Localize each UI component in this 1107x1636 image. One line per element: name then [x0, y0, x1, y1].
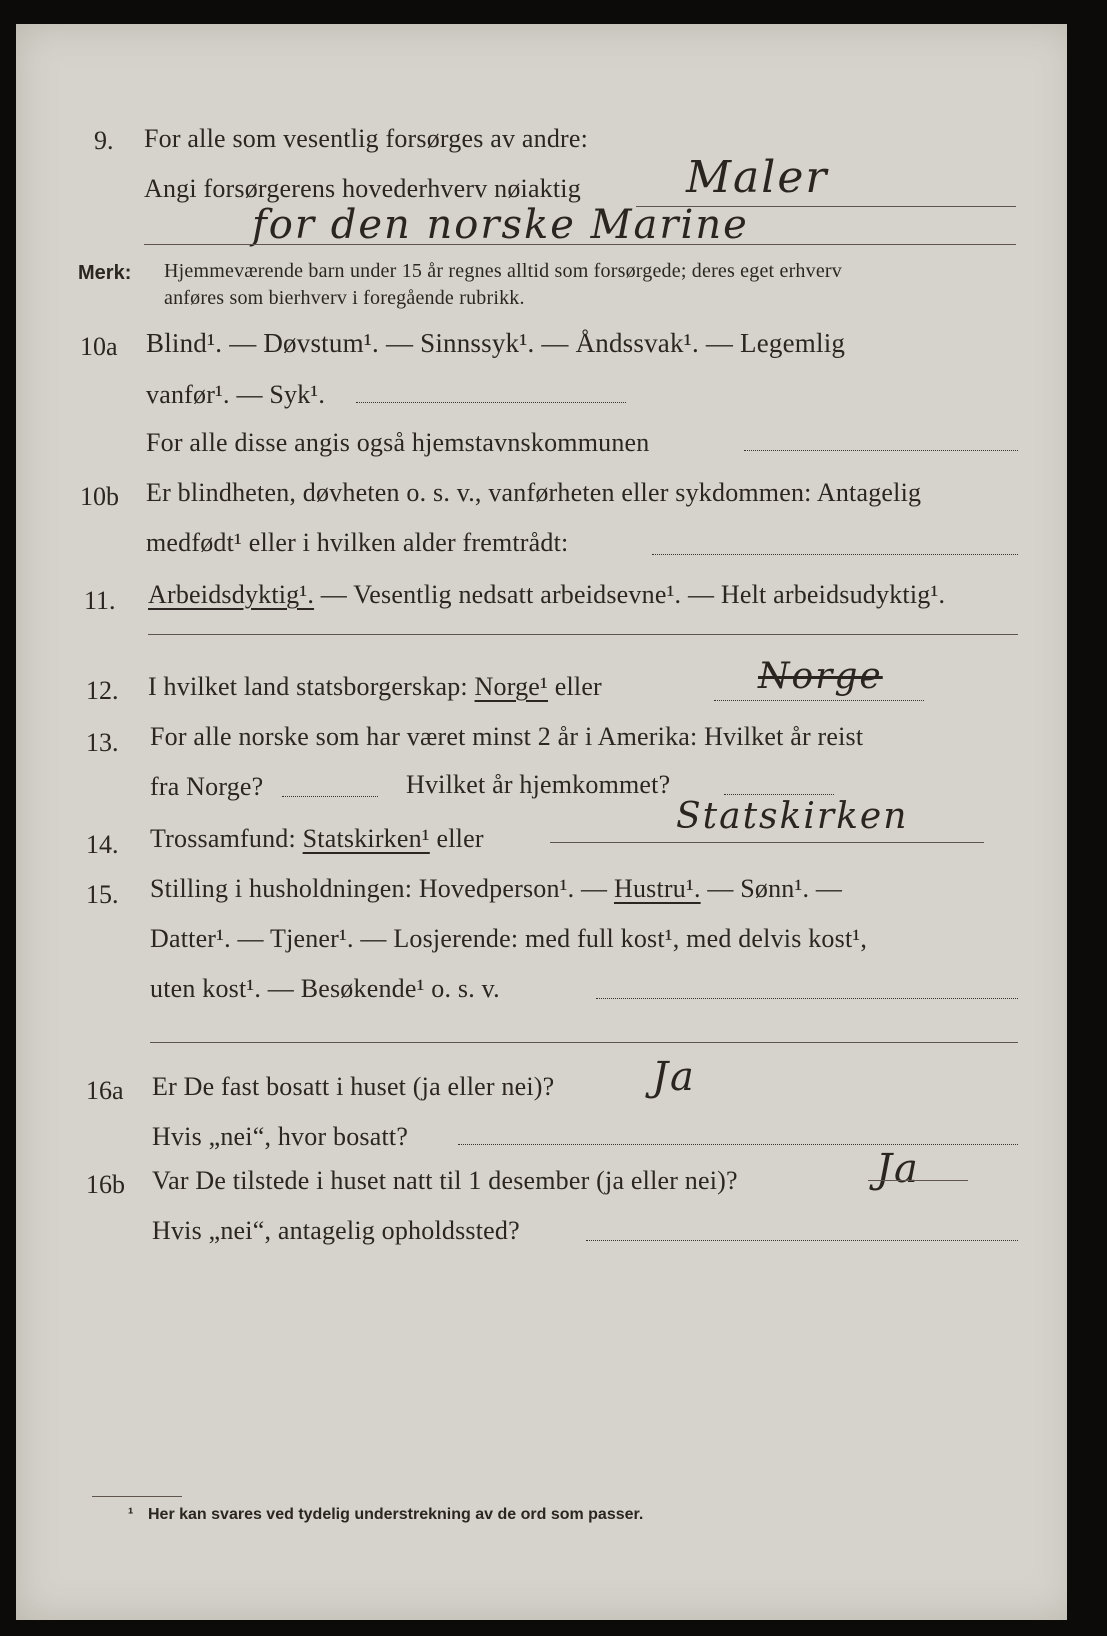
- q16b-handwritten-answer: Ja: [876, 1146, 920, 1192]
- q13-line2b: Hvilket år hjemkommet?: [406, 770, 671, 799]
- q10b-line1: Er blindheten, døvheten o. s. v., vanførheten eller sykdommen: Antagelig: [146, 478, 922, 507]
- q16a-number: 16a: [86, 1076, 124, 1105]
- merk-line2: anføres som bierhverv i foregående rubrikk.: [164, 287, 525, 309]
- q14-line: [150, 824, 484, 854]
- q9-handwritten-occupation: Maler: [686, 152, 829, 203]
- q14-handwritten-answer: Statskirken: [676, 796, 909, 837]
- census-form-page: [16, 24, 1076, 1620]
- q11-line: [148, 580, 945, 610]
- q9-line1: For alle som vesentlig forsørges av andre:: [144, 124, 589, 153]
- q16b-line1: Var De tilstede i huset natt til 1 desember (ja eller nei)?: [152, 1166, 738, 1195]
- q10a-hometown-line: [744, 450, 1018, 451]
- q13-number: 13.: [86, 728, 119, 757]
- q9-line2: Angi forsørgerens hovederhverv nøiaktig: [144, 174, 581, 203]
- q14-number: 14.: [86, 830, 119, 859]
- q13-departure-line: [282, 796, 378, 797]
- q15-line2: Datter¹. — Tjener¹. — Losjerende: med full kost¹, med delvis kost¹,: [150, 924, 868, 953]
- footnote-text: Her kan svares ved tydelig understrekning av de ord som passer.: [148, 1506, 644, 1523]
- q12-number: 12.: [86, 676, 119, 705]
- merk-line1: Hjemmeværende barn under 15 år regnes alltid som forsørgede; deres eget erhverv: [164, 260, 842, 282]
- q11-option-able[interactable]: Arbeidsdyktig¹.: [148, 580, 315, 609]
- q15-line1a: Stilling i husholdningen: Hovedperson¹. —: [150, 874, 608, 903]
- q12-handwritten-answer: Norge: [758, 656, 883, 697]
- q16b-line2: Hvis „nei“, antagelig opholdssted?: [152, 1216, 520, 1245]
- q13-line2a: fra Norge?: [150, 772, 264, 801]
- q14-after: eller: [436, 824, 484, 853]
- q11-answer-line: [148, 634, 1018, 635]
- q9-number: 9.: [94, 126, 114, 155]
- merk-label: Merk:: [78, 262, 132, 284]
- q10b-answer-line: [652, 554, 1018, 555]
- q10a-number: 10a: [80, 332, 118, 361]
- q10b-number: 10b: [80, 482, 119, 511]
- q16b-answer-line: [868, 1180, 968, 1181]
- q14-option-state-church[interactable]: Statskirken¹: [302, 824, 430, 853]
- q16a-line2: Hvis „nei“, hvor bosatt?: [152, 1122, 409, 1151]
- q15-number: 15.: [86, 880, 119, 909]
- q15-line3: uten kost¹. — Besøkende¹ o. s. v.: [150, 974, 500, 1003]
- q9-answer-line2: [144, 244, 1016, 245]
- q10a-line3: For alle disse angis også hjemstavnskommunen: [146, 428, 650, 457]
- q15-line1: [150, 874, 842, 904]
- q11-rest: — Vesentlig nedsatt arbeidsevne¹. — Helt arbeidsudyktig¹.: [320, 580, 946, 609]
- scan-border: [1067, 0, 1107, 1636]
- q10a-line1: Blind¹. — Døvstum¹. — Sinnssyk¹. — Åndssvak¹. — Legemlig: [146, 328, 846, 358]
- footnote-mark: ¹: [128, 1506, 134, 1523]
- q16a-handwritten-answer: Ja: [652, 1054, 696, 1100]
- q11-number: 11.: [84, 586, 116, 615]
- q14-text: Trossamfund:: [150, 824, 296, 853]
- q10b-line2: medfødt¹ eller i hvilken alder fremtrådt:: [146, 528, 569, 557]
- q12-line: [148, 672, 602, 702]
- q16a-answer-line: [458, 1144, 1018, 1145]
- q12-answer-line: [714, 700, 924, 701]
- q10a-line2: vanfør¹. — Syk¹.: [146, 380, 326, 409]
- q9-handwritten-employer: for den norske Marine: [252, 202, 749, 248]
- q13-return-line: [724, 794, 834, 795]
- footnote-rule: [92, 1496, 182, 1497]
- q12-option-norway[interactable]: Norge¹: [474, 672, 549, 701]
- q14-answer-line: [550, 842, 984, 843]
- q15-answer-line2: [150, 1042, 1018, 1043]
- q12-after: eller: [554, 672, 602, 701]
- q13-line1: For alle norske som har været minst 2 år i Amerika: Hvilket år reist: [150, 722, 864, 751]
- q16b-number: 16b: [86, 1170, 125, 1199]
- q15-line1b: — Sønn¹. —: [707, 874, 843, 903]
- q10a-answer-line: [356, 402, 626, 403]
- q15-answer-line: [596, 998, 1018, 999]
- q16a-line1: Er De fast bosatt i huset (ja eller nei)?: [152, 1072, 555, 1101]
- q15-option-wife[interactable]: Hustru¹.: [613, 874, 701, 903]
- q12-text: I hvilket land statsborgerskap:: [148, 672, 468, 701]
- q16b-place-line: [586, 1240, 1018, 1241]
